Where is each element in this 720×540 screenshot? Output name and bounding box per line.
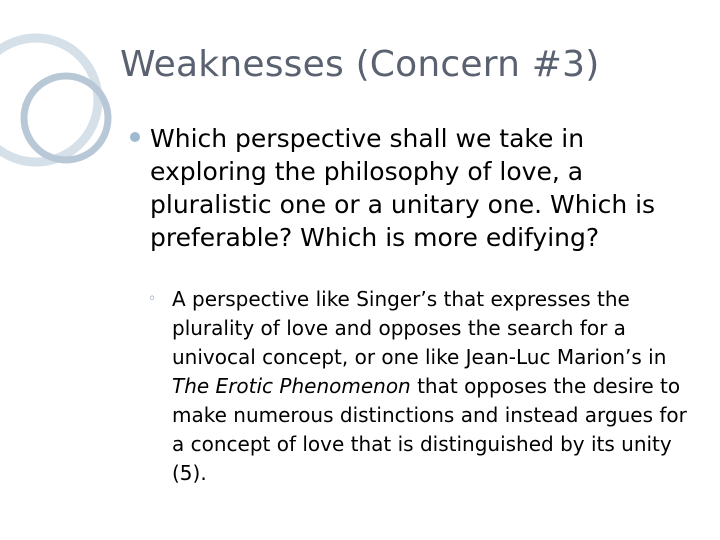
sub-bullet-text-before: A perspective like Singer’s that expresses the plurality of love and opposes the search for a univocal concept, or one like Jean-Luc Marion’s in [172, 287, 667, 369]
book-title: The Erotic Phenomenon [172, 374, 411, 398]
sub-bullet-text [172, 285, 692, 488]
bullet-item [130, 122, 690, 254]
sub-bullet-item [148, 285, 698, 488]
sub-bullet-marker-icon: ◦ [148, 291, 157, 307]
bullet-dot-icon [130, 132, 140, 142]
sub-bullet-text-after: that opposes the desire to make numerous distinctions and instead argues for a concept of love that is distinguished by its unity (5). [172, 374, 687, 485]
large-ring [0, 38, 98, 162]
bullet-text: Which perspective shall we take in exploring the philosophy of love, a pluralistic one or a unitary one. Which is preferable? Which is more edifying? [150, 124, 656, 252]
slide-title: Weaknesses (Concern #3) [120, 44, 600, 85]
